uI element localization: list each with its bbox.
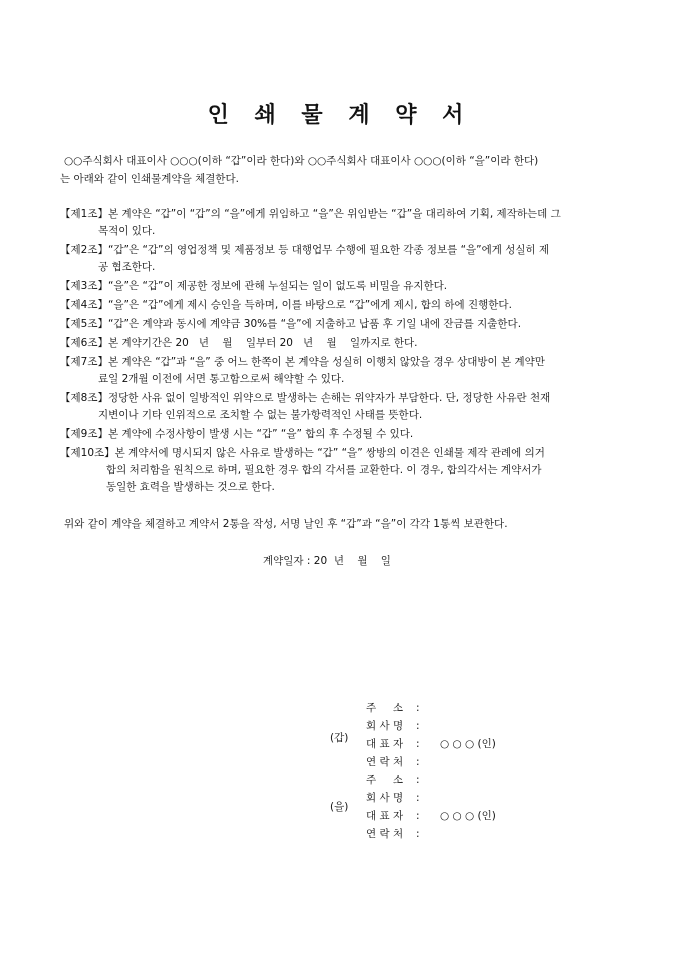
article-line: 【제7조】본 계약은 “갑”과 “을” 중 어느 한쪽이 본 계약을 성실히 이행치 않았을 경우 상대방이 본 계약만 — [60, 356, 545, 368]
row-key: 주 소 — [366, 702, 403, 714]
article-line: 【제3조】“을”은 “갑”이 제공한 정보에 관해 누설되는 일이 없도록 비밀을 유지한다. — [60, 280, 448, 292]
row-key: 회 사 명 — [366, 720, 404, 732]
article-line: 【제5조】“갑”은 계약과 동시에 계약금 30%를 “을”에 지출하고 납품 후 기일 내에 잔금를 지출한다. — [60, 318, 522, 330]
article-10 — [60, 445, 630, 496]
party-label: (갑) — [330, 732, 349, 744]
article-line: 【제4조】“을”은 “갑”에게 제시 승인을 득하며, 이를 바탕으로 “갑”에게 제시, 합의 하에 진행한다. — [60, 299, 512, 311]
party-row-address: 주 소 : — [366, 702, 420, 714]
intro-paragraph — [60, 152, 630, 188]
article-line: 【제1조】본 계약은 “갑”이 “갑”의 “을”에게 위임하고 “을”은 위임받는 “갑”을 대리하여 기획, 제작하는데 그 — [60, 208, 561, 220]
party-row-address: 주 소 : — [366, 774, 420, 786]
closing-statement: 위와 같이 계약을 체결하고 계약서 2통을 작성, 서명 날인 후 “갑”과 “을”이 각각 1통씩 보관한다. — [64, 518, 508, 530]
row-value: ○ ○ ○ (인) — [440, 810, 496, 822]
article-6 — [60, 335, 630, 352]
intro-line-1: ○○주식회사 대표이사 ○○○(이하 “갑”이라 한다)와 ○○주식회사 대표이사 ○○○(이하 “을”이라 한다) — [64, 155, 539, 167]
article-1 — [60, 206, 630, 240]
party-row-company: 회 사 명 : — [366, 720, 420, 732]
row-key: 연 락 처 — [366, 756, 404, 768]
article-line: 목적이 있다. — [98, 225, 156, 237]
article-8 — [60, 390, 630, 424]
contract-date: 계약일자 : 20 년 월 일 — [263, 555, 391, 567]
party-row-company: 회 사 명 : — [366, 792, 420, 804]
article-line: 【제10조】본 계약서에 명시되지 않은 사유로 발생하는 “갑” “을” 쌍방의 이견은 인쇄물 제작 관례에 의거 — [60, 447, 545, 459]
article-line: 료일 2개월 이전에 서면 통고함으로써 해약할 수 있다. — [98, 373, 345, 385]
article-7 — [60, 354, 630, 388]
document-title: 인 쇄 물 계 약 서 — [207, 103, 473, 128]
article-line: 【제2조】“갑”은 “갑”의 영업정책 및 제품정보 등 대행업무 수행에 필요한 각종 정보를 “을”에게 성실히 제 — [60, 244, 550, 256]
row-key: 대 표 자 — [366, 738, 404, 750]
article-line: 동일한 효력을 발생하는 것으로 한다. — [106, 481, 275, 493]
party-row-contact: 연 락 처 : — [366, 756, 420, 768]
article-2 — [60, 242, 630, 276]
article-4 — [60, 297, 630, 314]
row-key: 연 락 처 — [366, 828, 404, 840]
articles-list — [60, 206, 630, 498]
row-key: 대 표 자 — [366, 810, 404, 822]
article-9 — [60, 426, 630, 443]
article-5 — [60, 316, 630, 333]
party-row-contact: 연 락 처 : — [366, 828, 420, 840]
article-line: 【제8조】정당한 사유 없이 일방적인 위약으로 발생하는 손해는 위약자가 부담한다. 단, 정당한 사유란 천재 — [60, 392, 551, 404]
article-3 — [60, 278, 630, 295]
article-line: 【제9조】본 계약에 수정사항이 발생 시는 “갑” “을” 합의 후 수정될 수 있다. — [60, 428, 414, 440]
article-line: 지변이나 기타 인위적으로 조치할 수 없는 불가항력적인 사태를 뜻한다. — [98, 409, 423, 421]
article-line: 합의 처리함을 원칙으로 하며, 필요한 경우 합의 각서를 교환한다. 이 경우, 합의각서는 계약서가 — [106, 464, 542, 476]
article-line: 【제6조】본 계약기간은 20 년 월 일부터 20 년 월 일까지로 한다. — [60, 337, 418, 349]
intro-line-2: 는 아래와 같이 인쇄물계약을 체결한다. — [60, 173, 239, 185]
row-key: 회 사 명 — [366, 792, 404, 804]
party-label: (을) — [330, 801, 349, 813]
party-row-representative: 대 표 자 : ○ ○ ○ (인) — [366, 738, 496, 750]
row-key: 주 소 — [366, 774, 403, 786]
party-row-representative: 대 표 자 : ○ ○ ○ (인) — [366, 810, 496, 822]
article-line: 공 협조한다. — [98, 261, 156, 273]
row-value: ○ ○ ○ (인) — [440, 738, 496, 750]
